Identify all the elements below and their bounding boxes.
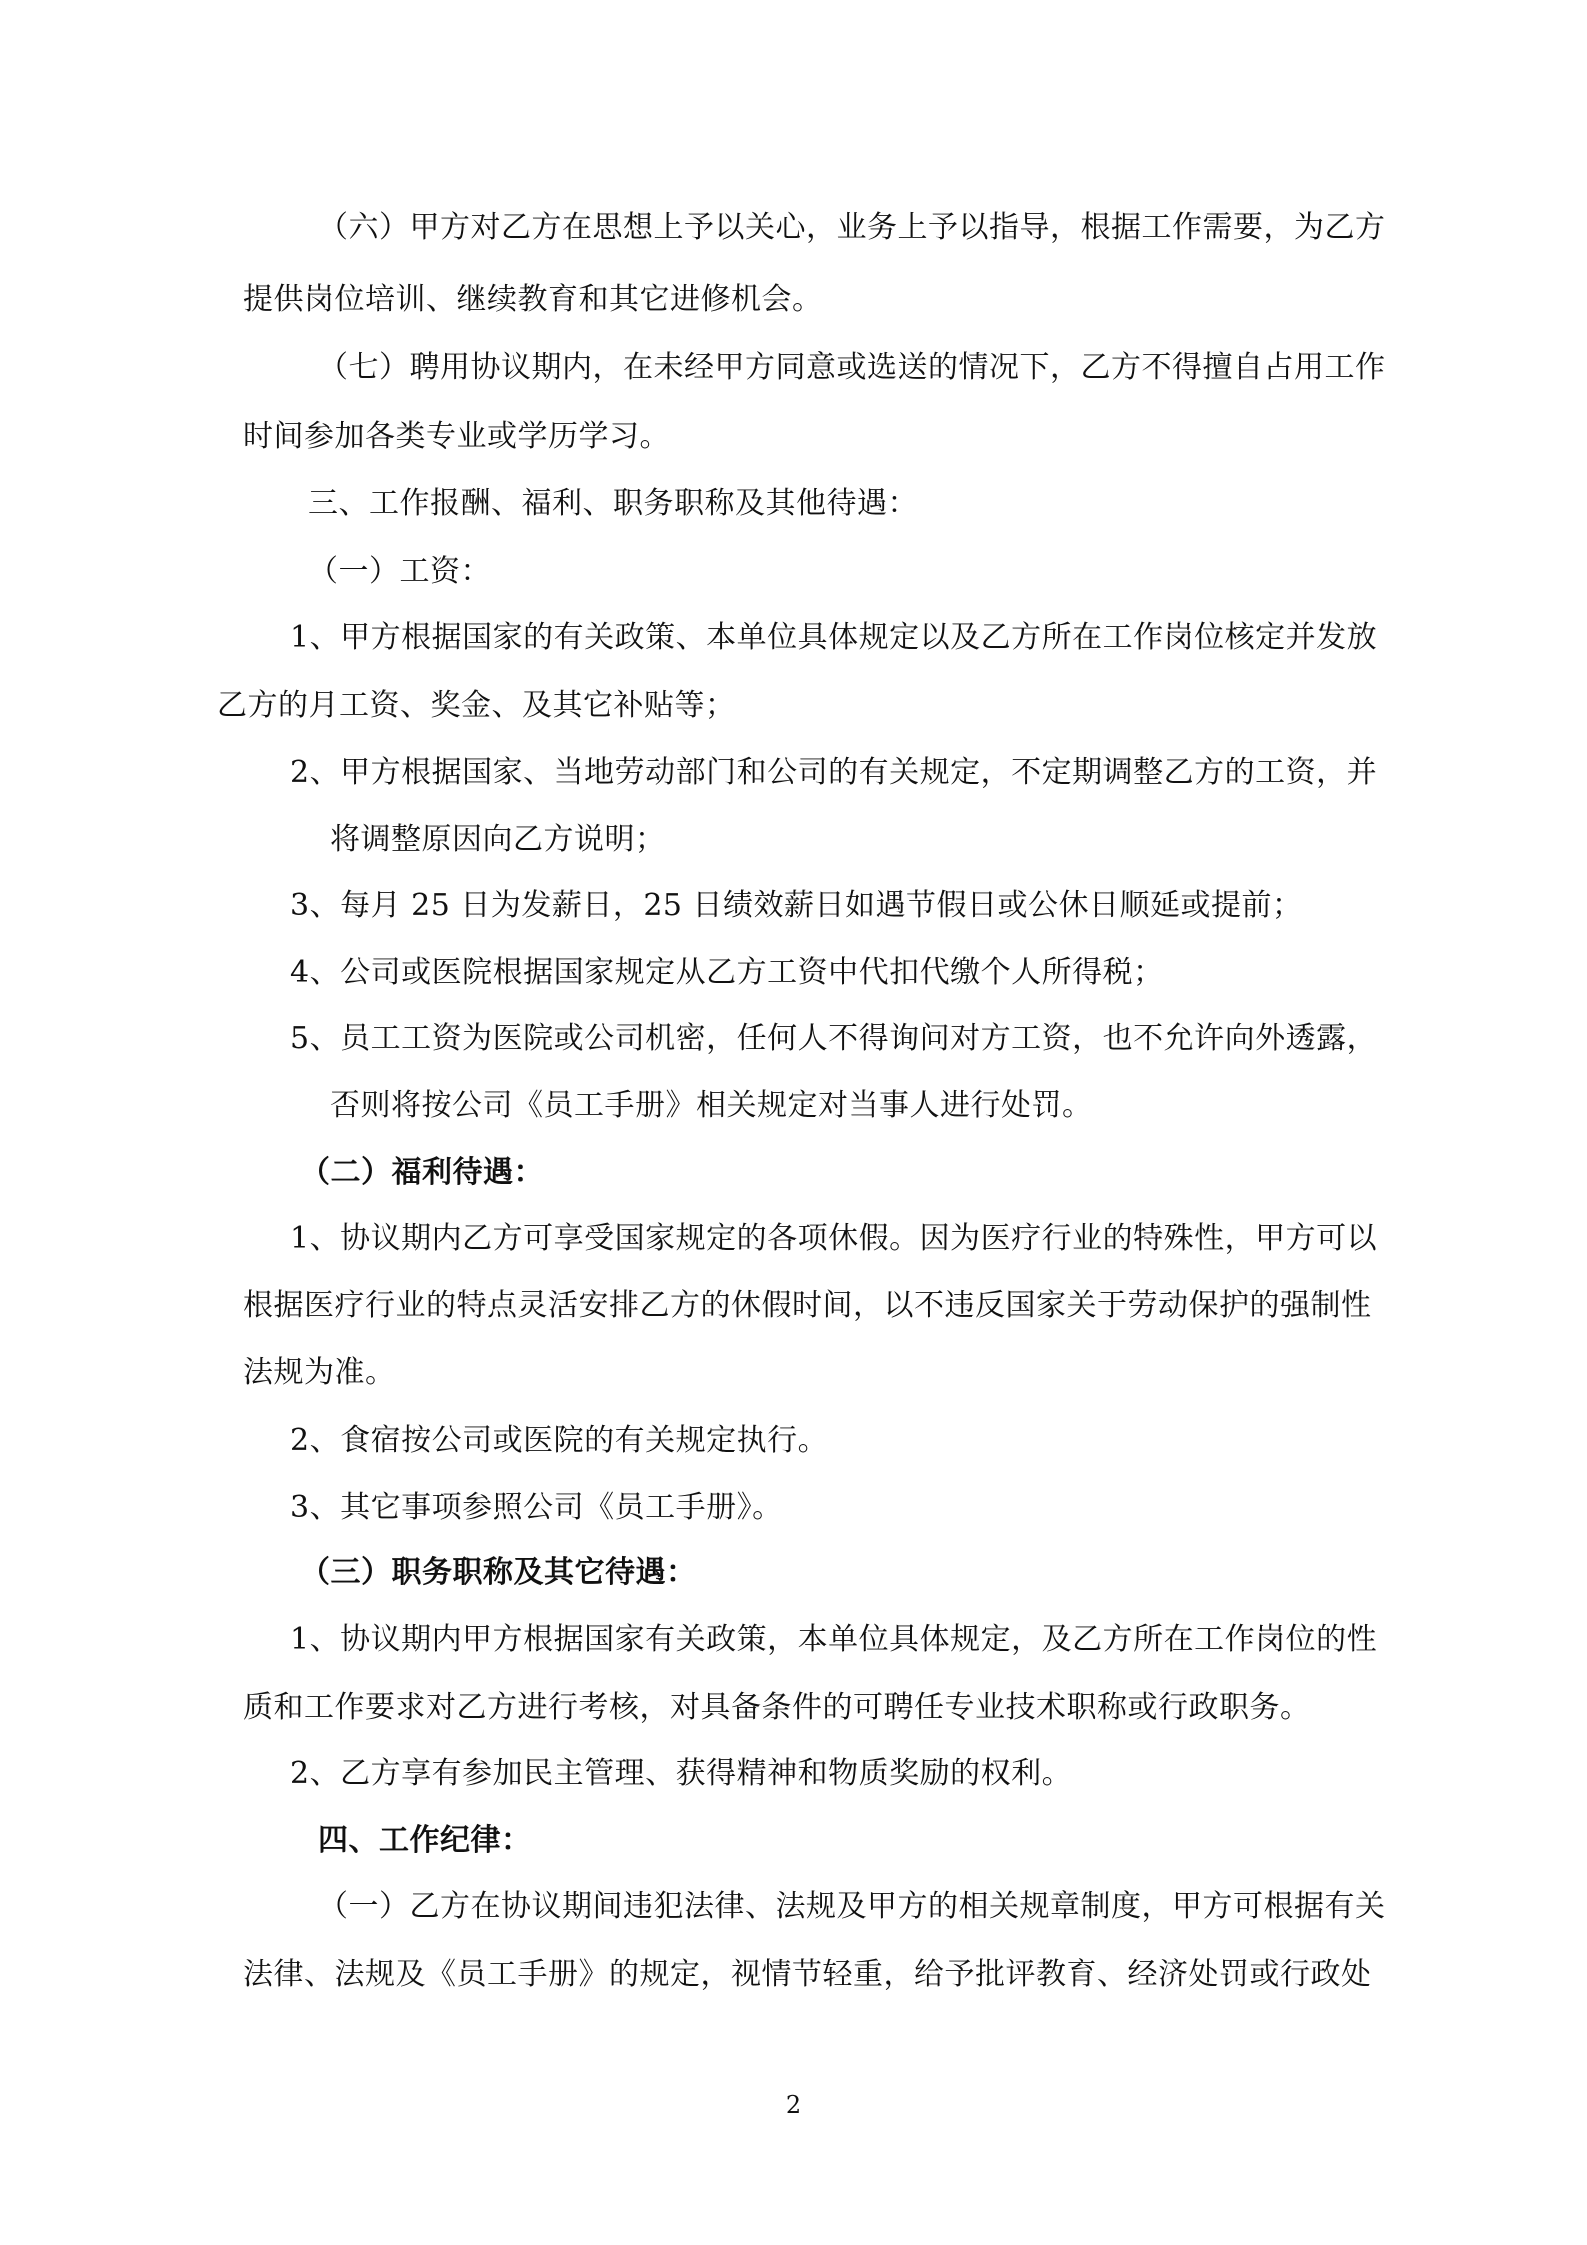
paragraph-line: 5、员工工资为医院或公司机密，任何人不得询问对方工资，也不允许向外透露，: [290, 1021, 1378, 1056]
paragraph-line: （一）乙方在协议期间违犯法律、法规及甲方的相关规章制度，甲方可根据有关: [318, 1889, 1386, 1924]
paragraph-line: 提供岗位培训、继续教育和其它进修机会。: [243, 282, 823, 317]
paragraph-line: 2、食宿按公司或医院的有关规定执行。: [290, 1423, 829, 1458]
paragraph-line: （七）聘用协议期内，在未经甲方同意或选送的情况下，乙方不得擅自占用工作: [318, 350, 1386, 385]
subsection-heading: （二）福利待遇：: [300, 1155, 544, 1190]
paragraph-line: 质和工作要求对乙方进行考核，对具备条件的可聘任专业技术职称或行政职务。: [243, 1690, 1311, 1725]
paragraph-line: 法规为准。: [243, 1355, 396, 1390]
page-number: 2: [785, 2091, 802, 2119]
paragraph-line: 1、甲方根据国家的有关政策、本单位具体规定以及乙方所在工作岗位核定并发放: [290, 620, 1378, 655]
paragraph-line: 2、甲方根据国家、当地劳动部门和公司的有关规定，不定期调整乙方的工资，并: [290, 755, 1378, 790]
paragraph-line: 1、协议期内甲方根据国家有关政策，本单位具体规定，及乙方所在工作岗位的性: [290, 1622, 1378, 1657]
paragraph-line: 1、协议期内乙方可享受国家规定的各项休假。因为医疗行业的特殊性，甲方可以: [290, 1221, 1378, 1256]
paragraph-line: 3、每月 25 日为发薪日，25 日绩效薪日如遇节假日或公休日顺延或提前；: [290, 888, 1303, 923]
paragraph-line: 3、其它事项参照公司《员工手册》。: [290, 1490, 783, 1525]
paragraph-line: 2、乙方享有参加民主管理、获得精神和物质奖励的权利。: [290, 1756, 1073, 1791]
subsection-heading: （一）工资：: [308, 554, 491, 589]
paragraph-line: 法律、法规及《员工手册》的规定，视情节轻重，给予批评教育、经济处罚或行政处: [243, 1957, 1372, 1992]
paragraph-line: （六）甲方对乙方在思想上予以关心，业务上予以指导，根据工作需要，为乙方: [318, 210, 1386, 245]
paragraph-line: 根据医疗行业的特点灵活安排乙方的休假时间，以不违反国家关于劳动保护的强制性: [243, 1288, 1372, 1323]
paragraph-line: 将调整原因向乙方说明；: [330, 822, 666, 857]
section-heading: 四、工作纪律：: [318, 1823, 532, 1858]
paragraph-line: 4、公司或医院根据国家规定从乙方工资中代扣代缴个人所得税；: [290, 955, 1164, 990]
paragraph-line: 否则将按公司《员工手册》相关规定对当事人进行处罚。: [330, 1088, 1093, 1123]
paragraph-line: 时间参加各类专业或学历学习。: [243, 419, 670, 454]
subsection-heading: （三）职务职称及其它待遇：: [300, 1555, 697, 1590]
section-heading: 三、工作报酬、福利、职务职称及其他待遇：: [308, 486, 918, 521]
paragraph-line: 乙方的月工资、奖金、及其它补贴等；: [217, 688, 736, 723]
